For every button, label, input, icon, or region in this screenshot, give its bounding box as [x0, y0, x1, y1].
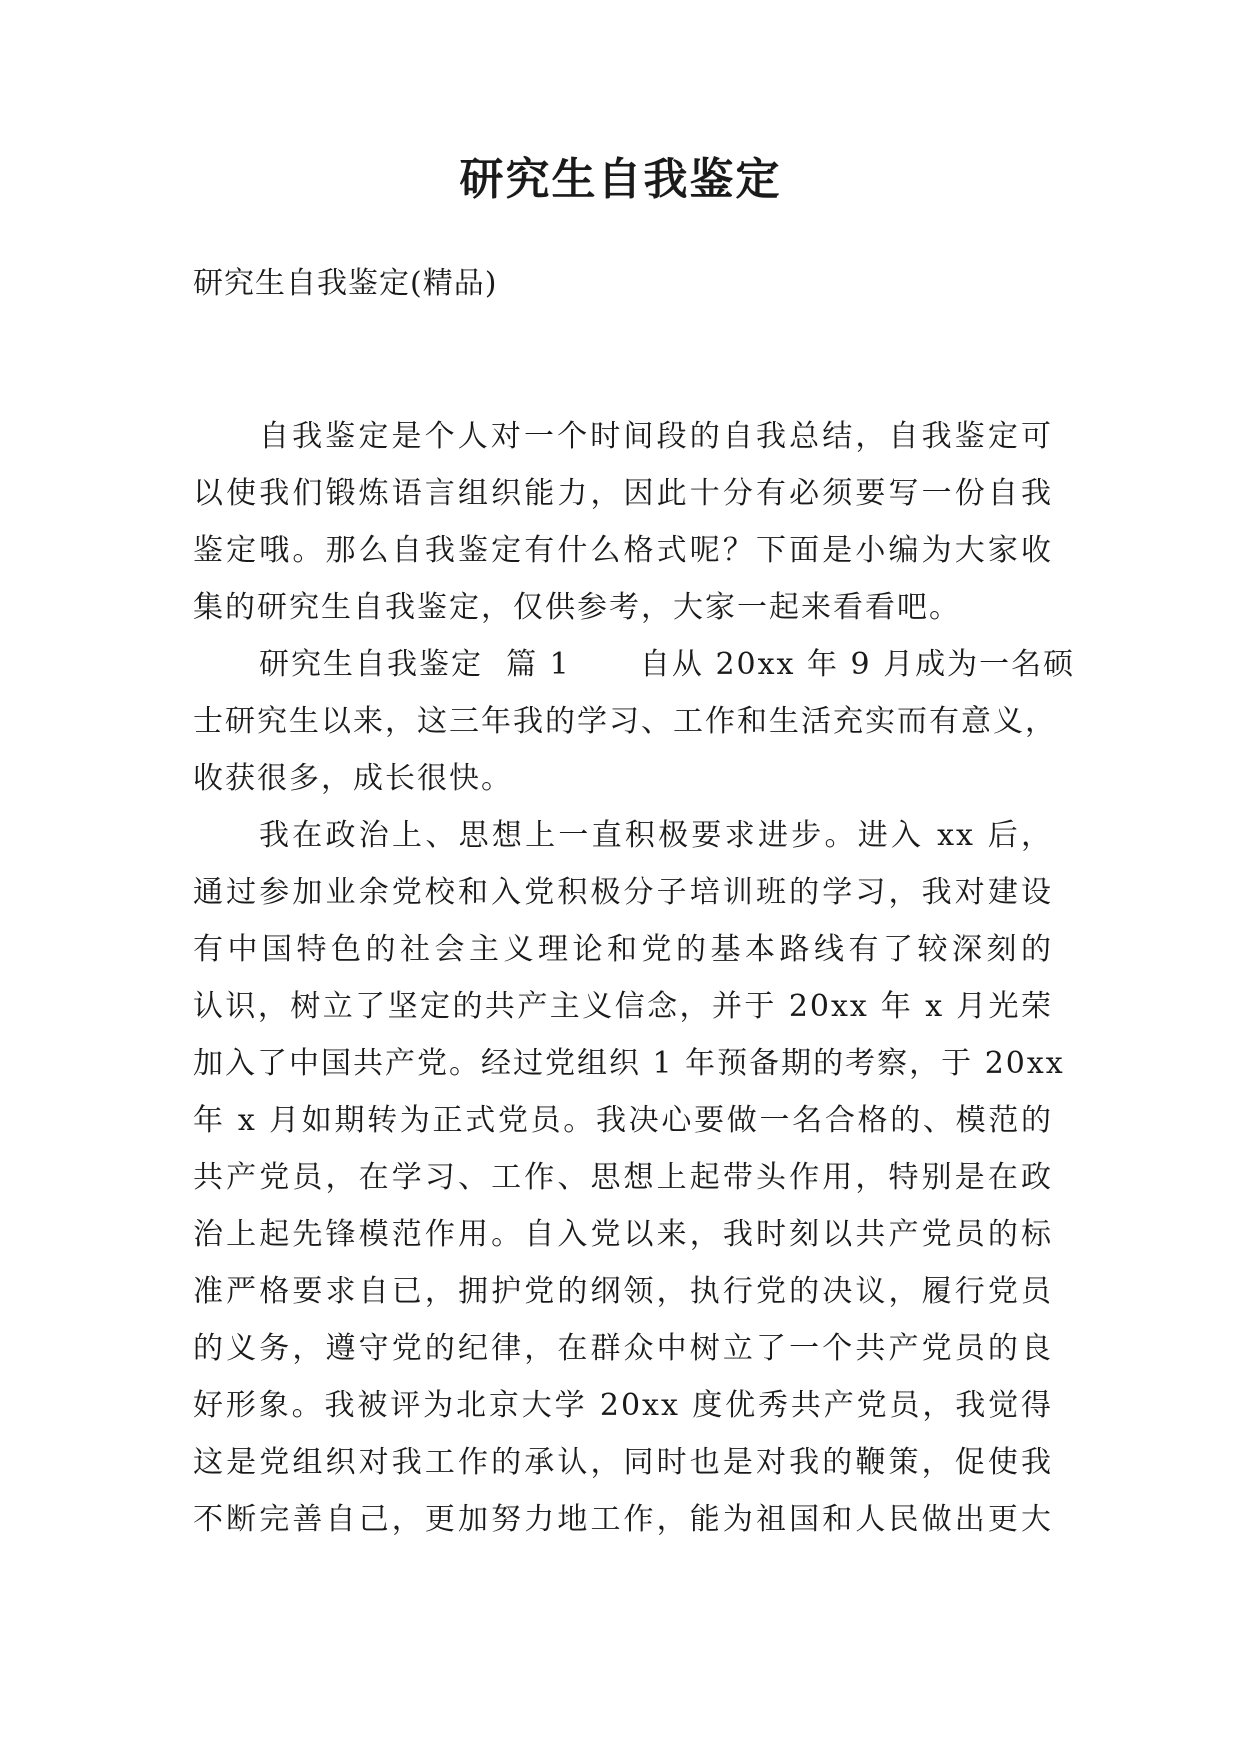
text-line: 自我鉴定是个人对一个时间段的自我总结，自我鉴定可	[259, 419, 1053, 454]
text-line: 鉴定哦。那么自我鉴定有什么格式呢？下面是小编为大家收	[193, 533, 1053, 568]
paragraph-politics	[193, 807, 1065, 1548]
text-line: 集的研究生自我鉴定，仅供参考，大家一起来看看吧。	[193, 590, 961, 625]
text-line: 士研究生以来，这三年我的学习、工作和生活充实而有意义，	[193, 704, 1057, 739]
text-line: 加入了中国共产党。经过党组织 1 年预备期的考察，于 20xx	[193, 1046, 1065, 1081]
text-line: 以使我们锻炼语言组织能力，因此十分有必须要写一份自我	[193, 476, 1053, 511]
text-line: 的义务，遵守党的纪律，在群众中树立了一个共产党员的良	[193, 1331, 1053, 1366]
text-line: 研究生自我鉴定 篇 1 自从 20xx 年 9 月成为一名硕	[259, 647, 1076, 682]
paragraph-intro	[193, 408, 1053, 636]
text-line: 收获很多，成长很快。	[193, 761, 513, 796]
text-line: 年 x 月如期转为正式党员。我决心要做一名合格的、模范的	[193, 1103, 1053, 1138]
text-line: 认识，树立了坚定的共产主义信念，并于 20xx 年 x 月光荣	[193, 989, 1053, 1024]
document-body	[193, 408, 1076, 1548]
text-line: 共产党员，在学习、工作、思想上起带头作用，特别是在政	[193, 1160, 1053, 1195]
paragraph-section-1	[193, 636, 1076, 807]
text-line: 我在政治上、思想上一直积极要求进步。进入 xx 后，	[259, 818, 1053, 853]
document-subtitle: 研究生自我鉴定(精品)	[193, 266, 498, 301]
text-line: 通过参加业余党校和入党积极分子培训班的学习，我对建设	[193, 875, 1053, 910]
text-line: 不断完善自己，更加努力地工作，能为祖国和人民做出更大	[193, 1502, 1053, 1537]
text-line: 治上起先锋模范作用。自入党以来，我时刻以共产党员的标	[193, 1217, 1053, 1252]
document-title: 研究生自我鉴定	[459, 154, 782, 205]
text-line: 有中国特色的社会主义理论和党的基本路线有了较深刻的	[193, 932, 1053, 967]
text-line: 好形象。我被评为北京大学 20xx 度优秀共产党员，我觉得	[193, 1388, 1053, 1423]
text-line: 这是党组织对我工作的承认，同时也是对我的鞭策，促使我	[193, 1445, 1053, 1480]
text-line: 准严格要求自已，拥护党的纲领，执行党的决议，履行党员	[193, 1274, 1053, 1309]
